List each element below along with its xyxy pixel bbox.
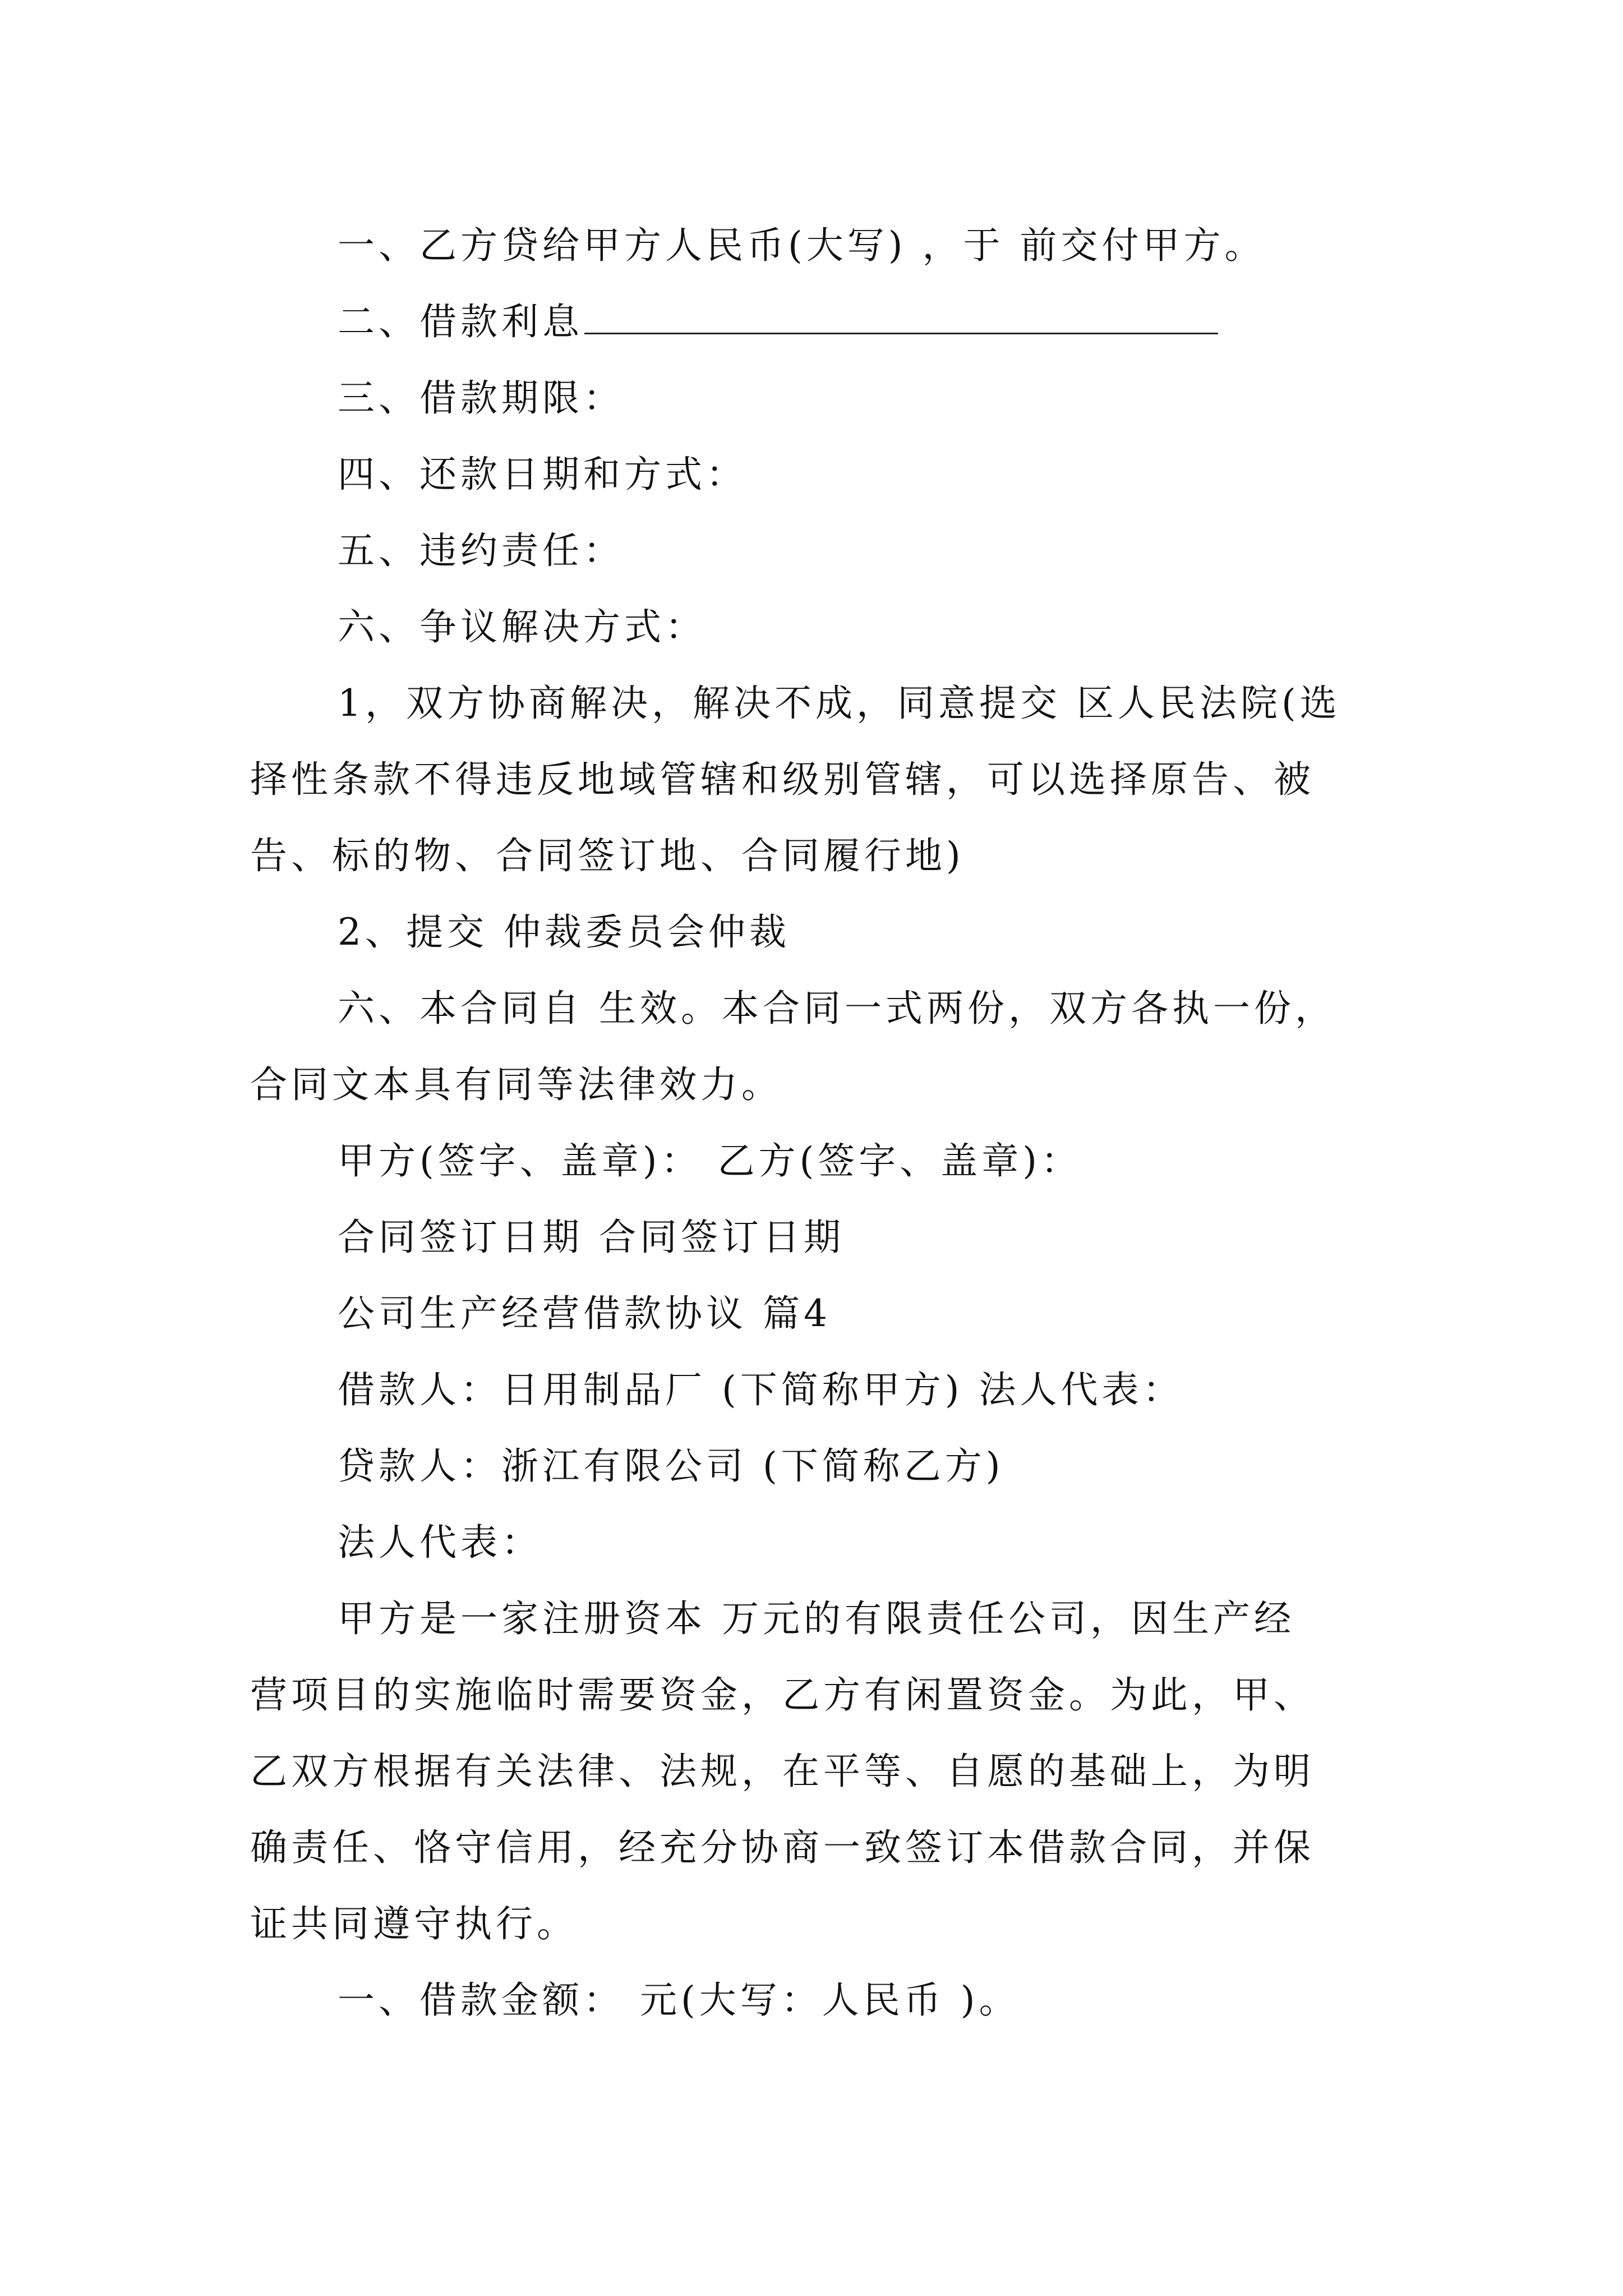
paragraph-arbitration	[338, 910, 790, 955]
paragraph-interest	[338, 300, 1218, 344]
paragraph-line: 一、乙方贷给甲方人民币(大写) ，于 前交付甲方。	[338, 224, 1266, 267]
paragraph-line: 六、本合同自 生效。本合同一式两份，双方各执一份，	[338, 987, 1336, 1030]
paragraph-line: 四、还款日期和方式：	[338, 453, 747, 496]
paragraph-line: 合同文本具有同等法律效力。	[250, 1063, 782, 1106]
paragraph-dispute	[338, 605, 706, 650]
fill-in-blank	[584, 300, 1218, 334]
paragraph-liability	[338, 528, 624, 573]
paragraph-line: 择性条款不得违反地域管辖和级别管辖，可以选择原告、被	[250, 758, 1315, 801]
paragraph-line: 借款人：日用制品厂 (下简称甲方) 法人代表：	[338, 1368, 1184, 1411]
paragraph-signatures	[338, 1139, 1082, 1184]
paragraph-line: 营项目的实施临时需要资金，乙方有闲置资金。为此，甲、	[250, 1673, 1315, 1717]
paragraph-delivery	[338, 223, 1265, 268]
paragraph-line: 甲方是一家注册资本 万元的有限责任公司，因生产经	[338, 1597, 1295, 1640]
paragraph-line: 一、借款金额： 元(大写：人民币 )。	[338, 1978, 1020, 2022]
paragraph-line: 告、标的物、合同签订地、合同履行地)	[250, 834, 965, 877]
paragraph-line: 二、借款利息	[338, 300, 583, 343]
paragraph-line: 1，双方协商解决，解决不成，同意提交 区人民法院(选	[338, 682, 1341, 725]
paragraph-line: 法人代表：	[338, 1521, 542, 1564]
paragraph-sign-dates	[338, 1215, 845, 1260]
paragraph-line: 六、争议解决方式：	[338, 605, 706, 648]
paragraph-borrower	[338, 1368, 1183, 1412]
paragraph-line: 贷款人：浙江有限公司 (下简称乙方)	[338, 1444, 1004, 1488]
paragraph-line: 三、借款期限：	[338, 376, 624, 420]
paragraph-line: 合同签订日期 合同签订日期	[338, 1216, 845, 1259]
paragraph-line: 甲方(签字、盖章)： 乙方(签字、盖章)：	[338, 1139, 1082, 1182]
paragraph-line: 五、违约责任：	[338, 529, 624, 572]
paragraph-term	[338, 376, 624, 421]
paragraph-legal-rep	[338, 1520, 542, 1565]
paragraph-repayment	[338, 452, 747, 497]
paragraph-line: 证共同遵守执行。	[250, 1902, 578, 1945]
section-heading	[338, 1291, 831, 1336]
paragraph-lender	[338, 1444, 1004, 1489]
paragraph-loan-amount	[338, 1978, 1020, 2023]
paragraph-line: 确责任、恪守信用，经充分协商一致签订本借款合同，并保	[250, 1826, 1315, 1869]
paragraph-line: 公司生产经营借款协议 篇4	[338, 1292, 831, 1335]
paragraph-line: 乙双方根据有关法律、法规，在平等、自愿的基础上，为明	[250, 1750, 1315, 1793]
paragraph-line: 2、提交 仲裁委员会仲裁	[338, 910, 790, 954]
